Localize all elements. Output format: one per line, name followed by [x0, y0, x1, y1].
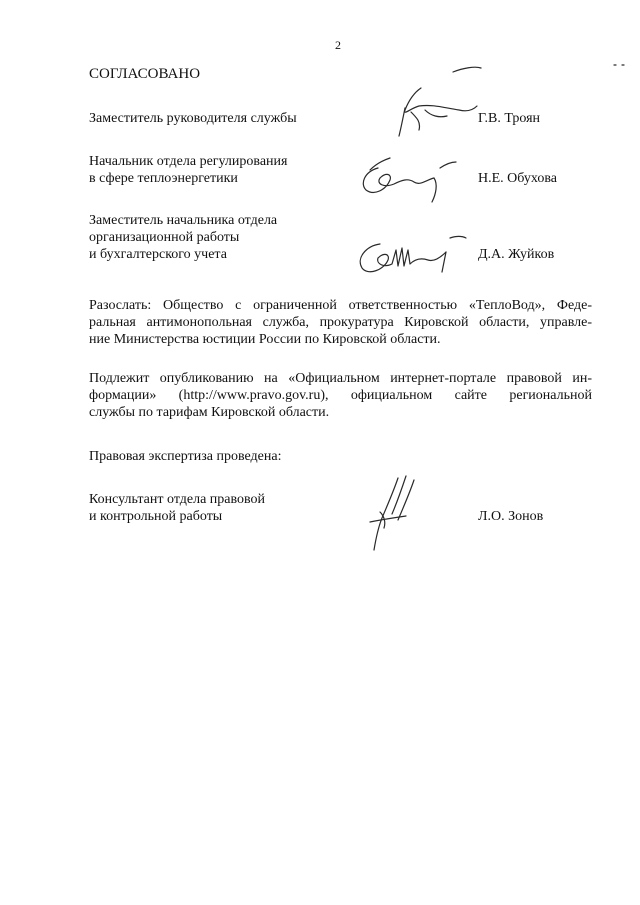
- edge-dots: [612, 60, 632, 70]
- paragraph-line: службы по тарифам Кировской области.: [89, 405, 330, 420]
- paragraph-line: формации» (http://www.pravo.gov.ru), официальном сайте региональной: [89, 388, 592, 403]
- approval-heading: СОГЛАСОВАНО: [89, 66, 201, 82]
- position-line: и бухгалтерского учета: [89, 247, 227, 262]
- consultant-position: [89, 491, 265, 525]
- approval-name-obukhova: Н.Е. Обухова: [478, 171, 557, 186]
- paragraph-line: Разослать: Общество с ограниченной ответственностью «ТеплоВод», Феде-: [89, 298, 592, 313]
- approval-position-obukhova: [89, 153, 287, 187]
- page-number: 2: [335, 38, 341, 52]
- position-line: в сфере теплоэнергетики: [89, 171, 238, 186]
- position-line: организационной работы: [89, 230, 240, 245]
- approval-name-troyan: Г.В. Троян: [478, 111, 541, 126]
- position-line: Заместитель руководителя службы: [89, 111, 297, 126]
- position-line: Консультант отдела правовой: [89, 492, 266, 507]
- legal-review-note: Правовая экспертиза проведена:: [89, 449, 282, 464]
- paragraph-line: ние Министерства юстиции России по Кировской области.: [89, 332, 441, 347]
- signature-zonov: [350, 470, 440, 560]
- paragraph-line: ральная антимонопольная служба, прокуратура Кировской области, управле-: [89, 315, 592, 330]
- signature-troyan: [375, 58, 485, 148]
- signature-zhuikov: [340, 228, 470, 283]
- paragraph-line: Подлежит опубликованию на «Официальном интернет-портале правовой ин-: [89, 371, 592, 386]
- position-line: Заместитель начальника отдела: [89, 213, 278, 228]
- publication-paragraph: [89, 370, 592, 421]
- approval-position-troyan: [89, 110, 297, 127]
- consultant-name: Л.О. Зонов: [478, 509, 544, 524]
- position-line: и контрольной работы: [89, 509, 223, 524]
- position-line: Начальник отдела регулирования: [89, 154, 288, 169]
- approval-name-zhuikov: Д.А. Жуйков: [478, 247, 555, 262]
- signature-obukhova: [350, 150, 460, 210]
- distribution-paragraph: [89, 297, 592, 348]
- approval-position-zhuikov: [89, 212, 277, 263]
